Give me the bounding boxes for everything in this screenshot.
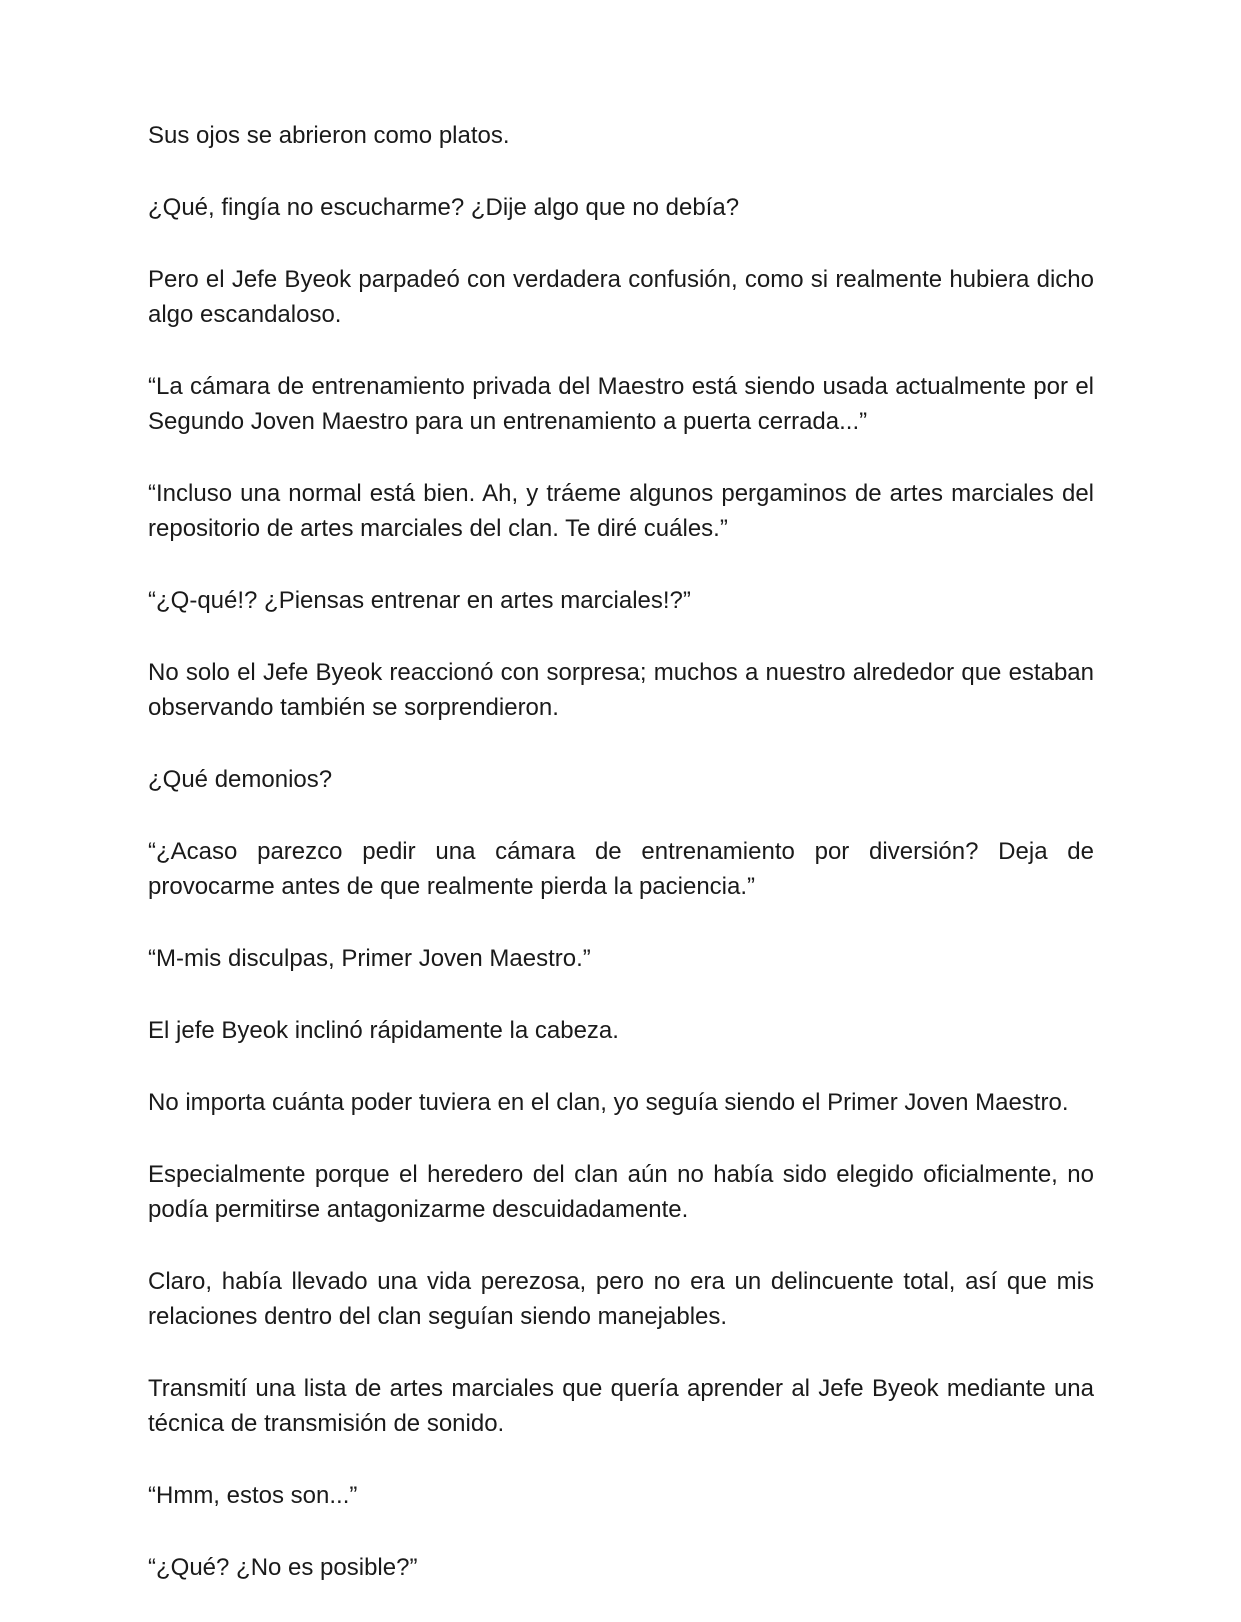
- paragraph: “Hmm, estos son...”: [148, 1482, 358, 1509]
- paragraph: “¿Acaso parezco pedir una cámara de entrenamiento por diversión? Deja de provocarme antes de que realmente pierda la paciencia.”: [148, 838, 1094, 900]
- paragraph: Pero el Jefe Byeok parpadeó con verdadera confusión, como si realmente hubiera dicho algo escandaloso.: [148, 266, 1094, 328]
- paragraph: “Incluso una normal está bien. Ah, y tráeme algunos pergaminos de artes marciales del repositorio de artes marciales del clan. Te diré cuáles.”: [148, 480, 1094, 542]
- paragraph: No importa cuánta poder tuviera en el clan, yo seguía siendo el Primer Joven Maestro.: [148, 1089, 1069, 1116]
- paragraph: “¿Qué? ¿No es posible?”: [148, 1554, 418, 1581]
- paragraph: No solo el Jefe Byeok reaccionó con sorpresa; muchos a nuestro alrededor que estaban observando también se sorprendieron.: [148, 659, 1094, 721]
- paragraph: “M-mis disculpas, Primer Joven Maestro.”: [148, 945, 591, 972]
- paragraph: Sus ojos se abrieron como platos.: [148, 122, 510, 149]
- paragraph: ¿Qué, fingía no escucharme? ¿Dije algo que no debía?: [148, 194, 740, 221]
- paragraph: El jefe Byeok inclinó rápidamente la cabeza.: [148, 1017, 619, 1044]
- paragraph: ¿Qué demonios?: [148, 766, 333, 793]
- paragraph: Transmití una lista de artes marciales que quería aprender al Jefe Byeok mediante una técnica de transmisión de sonido.: [148, 1375, 1094, 1437]
- paragraph: “¿Q-qué!? ¿Piensas entrenar en artes marciales!?”: [148, 587, 691, 614]
- paragraph: Especialmente porque el heredero del clan aún no había sido elegido oficialmente, no podía permitirse antagonizarme descuidadamente.: [148, 1161, 1094, 1223]
- paragraph: “La cámara de entrenamiento privada del Maestro está siendo usada actualmente por el Segundo Joven Maestro para un entrenamiento a puerta cerrada...”: [148, 373, 1094, 435]
- document-body: [148, 118, 1094, 1622]
- paragraph: Claro, había llevado una vida perezosa, pero no era un delincuente total, así que mis relaciones dentro del clan seguían siendo manejables.: [148, 1268, 1094, 1330]
